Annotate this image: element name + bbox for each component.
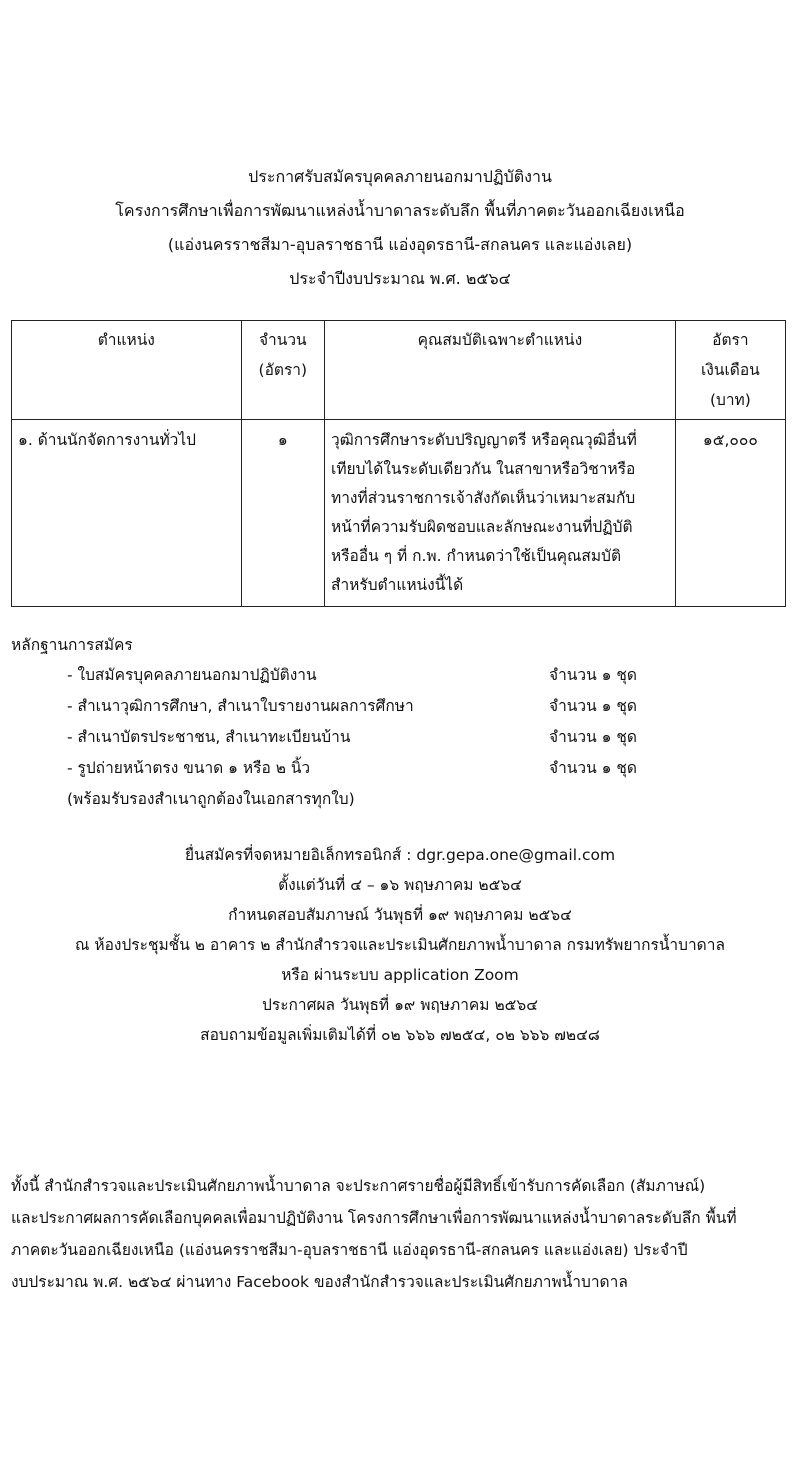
evidence-label: - ใบสมัครบุคคลภายนอกมาปฏิบัติงาน [67,666,317,684]
announcement-header [0,160,800,296]
header-basins: (แอ่งนครราชสีมา-อุบลราชธานี แอ่งอุดรธานี-สกลนคร และแอ่งเลย) [167,235,633,254]
application-email-line: ยื่นสมัครที่จดหมายอิเล็กทรอนิกส์ : dgr.gepa.one@gmail.com [184,846,616,864]
interview-date-line: กำหนดสอบสัมภาษณ์ วันพุธที่ ๑๙ พฤษภาคม ๒๕๖๔ [228,906,572,924]
list-item [11,660,791,691]
contact-line: สอบถามข้อมูลเพิ่มเติมได้ที่ ๐๒ ๖๖๖ ๗๒๕๔, ๐๒ ๖๖๖ ๗๒๔๘ [200,1026,600,1044]
list-item [11,753,791,784]
application-details [0,840,800,1050]
header-title: ประกาศรับสมัครบุคคลภายนอกมาปฏิบัติงาน [248,167,552,186]
evidence-note: (พร้อมรับรองสำเนาถูกต้องในเอกสารทุกใบ) [67,790,355,808]
evidence-title: หลักฐานการสมัคร [11,636,133,654]
header-count: จำนวน (อัตรา) [241,321,324,420]
result-date-line: ประกาศผล วันพุธที่ ๑๙ พฤษภาคม ๒๕๖๔ [262,996,538,1014]
count-cell: ๑ [241,420,324,607]
evidence-quantity: จำนวน ๑ ชุด [549,728,637,746]
footer-line: ทั้งนี้ สำนักสำรวจและประเมินศักยภาพน้ำบาดาล จะประกาศรายชื่อผู้มีสิทธิ์เข้ารับการคัดเลือก (สัมภาษณ์) [11,1177,706,1195]
evidence-quantity: จำนวน ๑ ชุด [549,697,637,715]
evidence-label: - รูปถ่ายหน้าตรง ขนาด ๑ หรือ ๒ นิ้ว [67,759,311,777]
application-date-line: ตั้งแต่วันที่ ๔ – ๑๖ พฤษภาคม ๒๕๖๔ [278,876,522,894]
footer-line: งบประมาณ พ.ศ. ๒๕๖๔ ผ่านทาง Facebook ของสำนักสำรวจและประเมินศักยภาพน้ำบาดาล [11,1273,628,1291]
position-table [11,320,786,607]
header-fiscal-year: ประจำปีงบประมาณ พ.ศ. ๒๕๖๔ [289,269,511,288]
table-row [12,420,786,607]
qualification-line: เทียบได้ในระดับเดียวกัน ในสาขาหรือวิชาหรือ [331,460,636,478]
header-project: โครงการศึกษาเพื่อการพัฒนาแหล่งน้ำบาดาลระดับลึก พื้นที่ภาคตะวันออกเฉียงเหนือ [115,201,685,220]
list-item [11,722,791,753]
qualification-line: หน้าที่ความรับผิดชอบและลักษณะงานที่ปฏิบัติ [331,518,633,536]
header-qualification: คุณสมบัติเฉพาะตำแหน่ง [325,321,676,420]
qualification-line: หรืออื่น ๆ ที่ ก.พ. กำหนดว่าใช้เป็นคุณสมบัติ [331,547,622,565]
interview-location-line: ณ ห้องประชุมชั้น ๒ อาคาร ๒ สำนักสำรวจและประเมินศักยภาพน้ำบาดาล กรมทรัพยากรน้ำบาดาล [75,936,725,954]
evidence-quantity: จำนวน ๑ ชุด [549,666,637,684]
footer-paragraph [11,1170,789,1298]
evidence-section [11,630,791,815]
evidence-label: - สำเนาบัตรประชาชน, สำเนาทะเบียนบ้าน [67,728,351,746]
qualification-line: สำหรับตำแหน่งนี้ได้ [331,576,464,594]
qualification-line: วุฒิการศึกษาระดับปริญญาตรี หรือคุณวุฒิอื่นที่ [331,431,637,449]
position-cell: ๑. ด้านนักจัดการงานทั่วไป [12,420,242,607]
zoom-line: หรือ ผ่านระบบ application Zoom [281,966,519,984]
qualification-cell [325,420,676,607]
table-header-row [12,321,786,420]
header-salary: อัตรา เงินเดือน (บาท) [675,321,785,420]
list-item [11,691,791,722]
evidence-quantity: จำนวน ๑ ชุด [549,759,637,777]
salary-cell: ๑๕,๐๐๐ [675,420,785,607]
footer-line: และประกาศผลการคัดเลือกบุคคลเพื่อมาปฏิบัติงาน โครงการศึกษาเพื่อการพัฒนาแหล่งน้ำบาดาลระดับลึก พื้นที่ [11,1209,737,1227]
footer-line: ภาคตะวันออกเฉียงเหนือ (แอ่งนครราชสีมา-อุบลราชธานี แอ่งอุดรธานี-สกลนคร และแอ่งเลย) ประจำปี [11,1241,688,1259]
qualification-line: ทางที่ส่วนราชการเจ้าสังกัดเห็นว่าเหมาะสมกับ [331,489,636,507]
header-position: ตำแหน่ง [12,321,242,420]
evidence-label: - สำเนาวุฒิการศึกษา, สำเนาใบรายงานผลการศึกษา [67,697,414,715]
